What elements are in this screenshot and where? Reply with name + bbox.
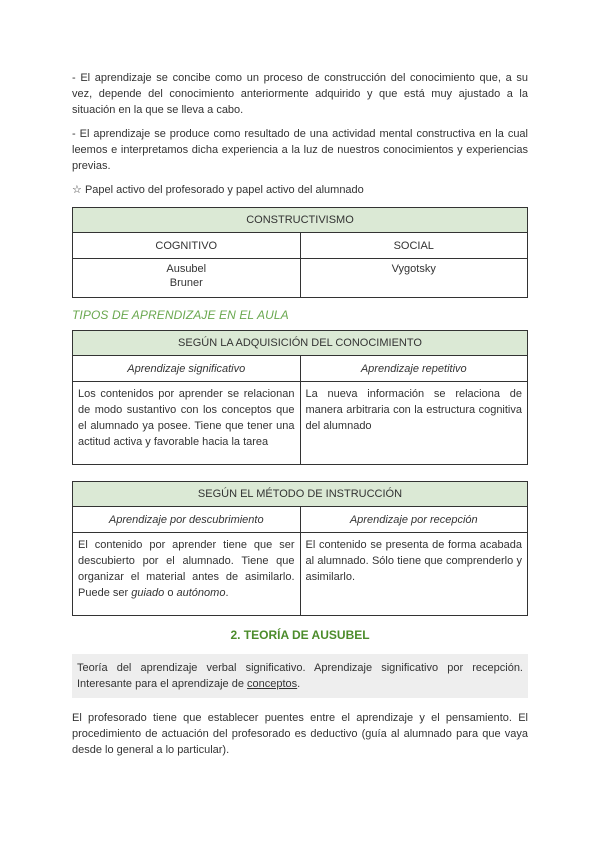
ausubel-summary-box [72,654,528,698]
descubrimiento-text: El contenido por aprender tiene que ser descubierto por el alumnado. Tiene que organizar el material antes de asimilarlo. Puede ser [78,539,295,599]
metodo-title: SEGÚN EL MÉTODO DE INSTRUCCIÓN [73,482,528,507]
or-word: o [167,587,174,599]
final-paragraph: El profesorado tiene que establecer puentes entre el aprendizaje y el pensamiento. El procedimiento de actuación del profesorado es deductivo (guía al alumnado para que vaya desde lo general a lo particular). [72,712,528,756]
cognitivo-authors [73,259,301,298]
constructivismo-table [72,207,528,298]
intro-paragraph-2: - El aprendizaje se produce como resultado de una actividad mental constructiva en la cual leemos e interpretamos dicha experiencia a la luz de nuestros conocimientos y experiencias previas. [72,128,528,172]
author-ausubel: Ausubel [166,263,207,275]
guiado-term: guiado [131,587,165,599]
column-header-cognitivo: COGNITIVO [73,233,301,259]
column-header-significativo: Aprendizaje significativo [73,356,301,382]
star-icon: ☆ [72,184,82,196]
metodo-table [72,481,528,616]
descubrimiento-period: . [225,587,229,599]
autonomo-term: autónomo [176,587,226,599]
recepcion-description: El contenido se presenta de forma acabada al alumnado. Sólo tiene que comprenderlo y asimilarlo. [300,533,528,616]
column-header-descubrimiento: Aprendizaje por descubrimiento [73,507,301,533]
conceptos-underlined: conceptos [247,678,298,690]
page-content [72,70,528,758]
descubrimiento-description [73,533,301,616]
section-2-title: 2. TEORÍA DE AUSUBEL [230,628,370,642]
ausubel-summary-text: Teoría del aprendizaje verbal significativo. Aprendizaje significativo por recepción. Interesante para el aprendizaje de [77,662,523,690]
adquisicion-title: SEGÚN LA ADQUISICIÓN DEL CONOCIMIENTO [73,331,528,356]
social-author: Vygotsky [300,259,528,298]
adquisicion-table [72,330,528,465]
intro-paragraph-1: - El aprendizaje se concibe como un proceso de construcción del conocimiento que, a su vez, depende del conocimiento anteriormente adquirido y que está muy ajustado a la situación en la que se lleva a cabo. [72,72,528,116]
repetitivo-description: La nueva información se relaciona de manera arbitraria con la estructura cognitiva del alumnado [300,382,528,465]
significativo-description: Los contenidos por aprender se relacionan de modo sustantivo con los conceptos que el alumnado ya posee. Tiene que tener una actitud activa y favorable hacia la tarea [73,382,301,465]
author-bruner: Bruner [169,277,203,289]
column-header-social: SOCIAL [300,233,528,259]
column-header-repetitivo: Aprendizaje repetitivo [300,356,528,382]
column-header-recepcion: Aprendizaje por recepción [300,507,528,533]
star-note-text: Papel activo del profesorado y papel activo del alumnado [84,184,364,196]
constructivismo-title: CONSTRUCTIVISMO [73,208,528,233]
tipos-heading: TIPOS DE APRENDIZAJE EN EL AULA [72,308,289,322]
star-note [72,182,528,198]
ausubel-summary-period: . [297,678,301,690]
